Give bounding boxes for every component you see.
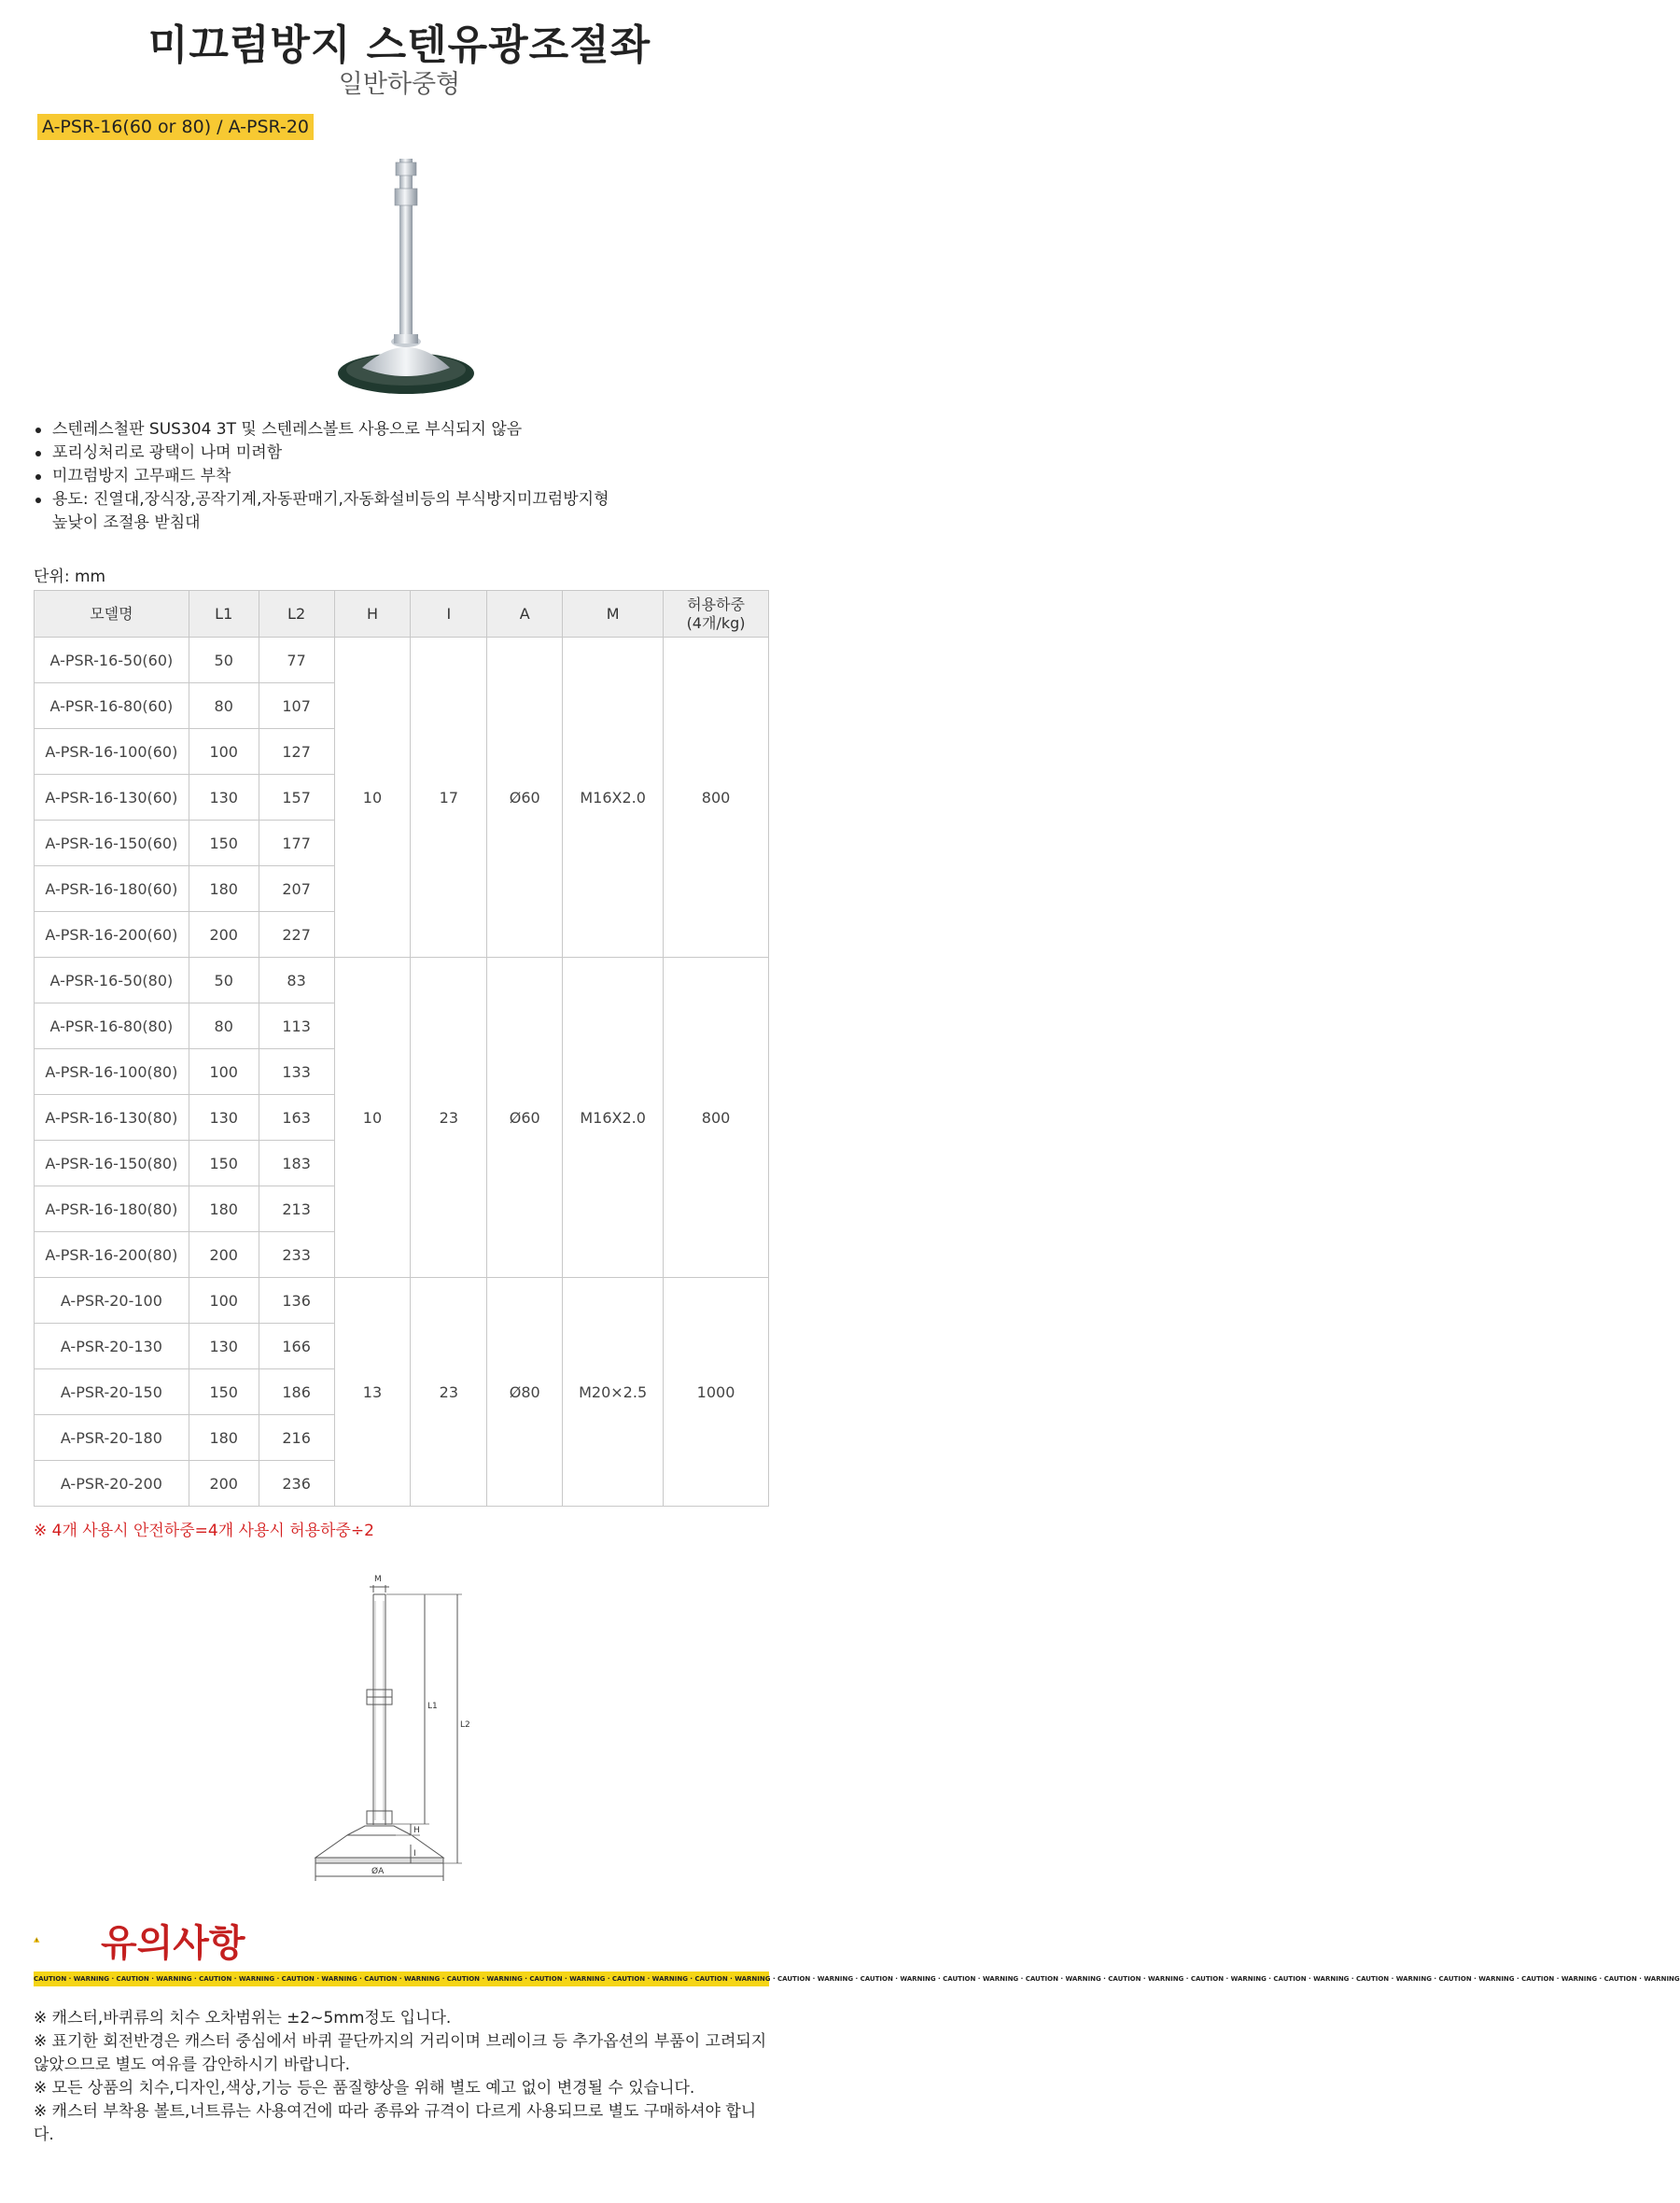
col-a: A <box>487 591 563 638</box>
caution-title: 유의사항 <box>101 1922 245 1965</box>
table-row <box>35 1278 769 1324</box>
cell-l2: 133 <box>259 1049 334 1095</box>
cell-l2: 77 <box>259 638 334 683</box>
cell-load: 1000 <box>664 1278 769 1507</box>
cell-model: A-PSR-16-100(60) <box>35 729 189 775</box>
cell-h: 13 <box>334 1278 411 1507</box>
diagram-label-m: M <box>374 1575 382 1584</box>
cell-i: 23 <box>411 1278 487 1507</box>
cell-l1: 200 <box>189 1232 259 1278</box>
table-row <box>35 638 769 683</box>
cell-l2: 233 <box>259 1232 334 1278</box>
cell-a: Ø80 <box>487 1278 563 1507</box>
load-note: ※ 4개 사용시 안전하중=4개 사용시 허용하중÷2 <box>34 1522 374 1540</box>
caution-tape: CAUTION · WARNING · CAUTION · WARNING · CAUTION · WARNING · CAUTION · WARNING · CAUTION · WARNING · CAUTION · WARNING · CAUTION · WARNING · CAUTION · WARNING · CAUTION · WARNING · CAUTION · WARNING · CAUTION · WARNING · CAUTION · WARNING · CAUTION · WARNING · CAUTION · WARNING · CAUTION · WARNING · CAUTION · WARNING · CAUTION · WARNING · CAUTION · WARNING · CAUTION · WARNING · CAUTION · WARNING <box>34 1971 769 1986</box>
col-load: 허용하중 (4개/kg) <box>664 591 769 638</box>
cell-model: A-PSR-16-50(80) <box>35 958 189 1003</box>
table-header-row <box>35 591 769 638</box>
cell-model: A-PSR-20-130 <box>35 1324 189 1369</box>
cell-model: A-PSR-16-180(60) <box>35 866 189 912</box>
cell-model: A-PSR-16-150(60) <box>35 821 189 866</box>
cell-l1: 200 <box>189 1461 259 1507</box>
cell-l1: 80 <box>189 1003 259 1049</box>
cell-h: 10 <box>334 638 411 958</box>
feature-item-continued: 높낮이 조절용 받침대 <box>52 513 201 532</box>
cell-model: A-PSR-16-50(60) <box>35 638 189 683</box>
notice-item: ※ 모든 상품의 치수,디자인,색상,기능 등은 품질향상을 위해 별도 예고 없이 변경될 수 있습니다. <box>34 2079 695 2098</box>
cell-load: 800 <box>664 958 769 1278</box>
diagram-label-i: I <box>413 1849 416 1859</box>
cell-l2: 177 <box>259 821 334 866</box>
cell-l1: 100 <box>189 1049 259 1095</box>
notice-item: ※ 표기한 회전반경은 캐스터 중심에서 바퀴 끝단까지의 거리이며 브레이크 등 추가옵션의 부품이 고려되지 않았으므로 별도 여유를 감안하시기 바랍니다. <box>34 2032 767 2074</box>
feature-item: 스텐레스철판 SUS304 3T 및 스텐레스볼트 사용으로 부식되지 않음 <box>35 418 609 442</box>
col-h: H <box>334 591 411 638</box>
cell-l1: 50 <box>189 958 259 1003</box>
cell-l1: 100 <box>189 729 259 775</box>
cell-l1: 180 <box>189 1415 259 1461</box>
col-model: 모델명 <box>35 591 189 638</box>
notice-list <box>34 2007 771 2147</box>
feature-item: 포리싱처리로 광택이 나며 미려함 <box>35 442 609 465</box>
cell-l2: 166 <box>259 1324 334 1369</box>
cell-l1: 150 <box>189 1141 259 1186</box>
page-title: 미끄럼방지 스텐유광조절좌 <box>147 21 651 69</box>
cell-model: A-PSR-16-150(80) <box>35 1141 189 1186</box>
cell-h: 10 <box>334 958 411 1278</box>
cell-l2: 107 <box>259 683 334 729</box>
cell-l2: 113 <box>259 1003 334 1049</box>
cell-model: A-PSR-16-130(80) <box>35 1095 189 1141</box>
warning-icon <box>34 1912 91 1968</box>
cell-l2: 183 <box>259 1141 334 1186</box>
cell-m: M16X2.0 <box>563 958 664 1278</box>
cell-l2: 213 <box>259 1186 334 1232</box>
notice-item: ※ 캐스터 부착용 볼트,너트류는 사용여건에 따라 종류와 규격이 다르게 사용되므로 별도 구매하셔야 합니다. <box>34 2102 757 2144</box>
cell-a: Ø60 <box>487 638 563 958</box>
cell-l2: 216 <box>259 1415 334 1461</box>
cell-model: A-PSR-16-200(80) <box>35 1232 189 1278</box>
cell-l2: 157 <box>259 775 334 821</box>
cell-m: M20×2.5 <box>563 1278 664 1507</box>
cell-model: A-PSR-16-180(80) <box>35 1186 189 1232</box>
feature-item: 용도: 진열대,장식장,공작기계,자동판매기,자동화설비등의 부식방지미끄럼방지형 <box>35 488 609 512</box>
notice-item: ※ 캐스터,바퀴류의 치수 오차범위는 ±2~5mm정도 입니다. <box>34 2009 452 2028</box>
col-m: M <box>563 591 664 638</box>
cell-model: A-PSR-16-200(60) <box>35 912 189 958</box>
cell-l1: 130 <box>189 1095 259 1141</box>
cell-model: A-PSR-20-180 <box>35 1415 189 1461</box>
cell-model: A-PSR-16-80(80) <box>35 1003 189 1049</box>
product-photo <box>336 140 476 401</box>
dimension-diagram <box>289 1559 532 1895</box>
page-subtitle: 일반하중형 <box>338 70 461 99</box>
cell-i: 17 <box>411 638 487 958</box>
cell-l1: 130 <box>189 1324 259 1369</box>
col-l1: L1 <box>189 591 259 638</box>
cell-l1: 180 <box>189 1186 259 1232</box>
unit-label: 단위: mm <box>34 568 106 586</box>
col-i: I <box>411 591 487 638</box>
cell-a: Ø60 <box>487 958 563 1278</box>
cell-l1: 100 <box>189 1278 259 1324</box>
cell-l2: 83 <box>259 958 334 1003</box>
cell-model: A-PSR-16-80(60) <box>35 683 189 729</box>
cell-model: A-PSR-20-150 <box>35 1369 189 1415</box>
cell-l2: 227 <box>259 912 334 958</box>
feature-item: 미끄럼방지 고무패드 부착 <box>35 465 609 488</box>
cell-l1: 150 <box>189 821 259 866</box>
cell-l1: 130 <box>189 775 259 821</box>
cell-l1: 200 <box>189 912 259 958</box>
cell-l2: 207 <box>259 866 334 912</box>
cell-model: A-PSR-20-100 <box>35 1278 189 1324</box>
cell-l1: 150 <box>189 1369 259 1415</box>
feature-list <box>35 418 609 535</box>
diagram-label-l1: L1 <box>427 1702 438 1711</box>
cell-l1: 80 <box>189 683 259 729</box>
col-l2: L2 <box>259 591 334 638</box>
cell-l1: 50 <box>189 638 259 683</box>
cell-l2: 127 <box>259 729 334 775</box>
cell-model: A-PSR-20-200 <box>35 1461 189 1507</box>
cell-i: 23 <box>411 958 487 1278</box>
cell-m: M16X2.0 <box>563 638 664 958</box>
table-row <box>35 958 769 1003</box>
cell-l2: 186 <box>259 1369 334 1415</box>
diagram-label-a: ØA <box>371 1867 385 1876</box>
cell-l1: 180 <box>189 866 259 912</box>
cell-l2: 136 <box>259 1278 334 1324</box>
cell-l2: 236 <box>259 1461 334 1507</box>
cell-load: 800 <box>664 638 769 958</box>
spec-table <box>34 590 769 1507</box>
diagram-label-h: H <box>413 1826 420 1835</box>
cell-model: A-PSR-16-130(60) <box>35 775 189 821</box>
diagram-label-l2: L2 <box>460 1720 470 1730</box>
model-tag: A-PSR-16(60 or 80) / A-PSR-20 <box>37 114 314 140</box>
cell-model: A-PSR-16-100(80) <box>35 1049 189 1095</box>
cell-l2: 163 <box>259 1095 334 1141</box>
